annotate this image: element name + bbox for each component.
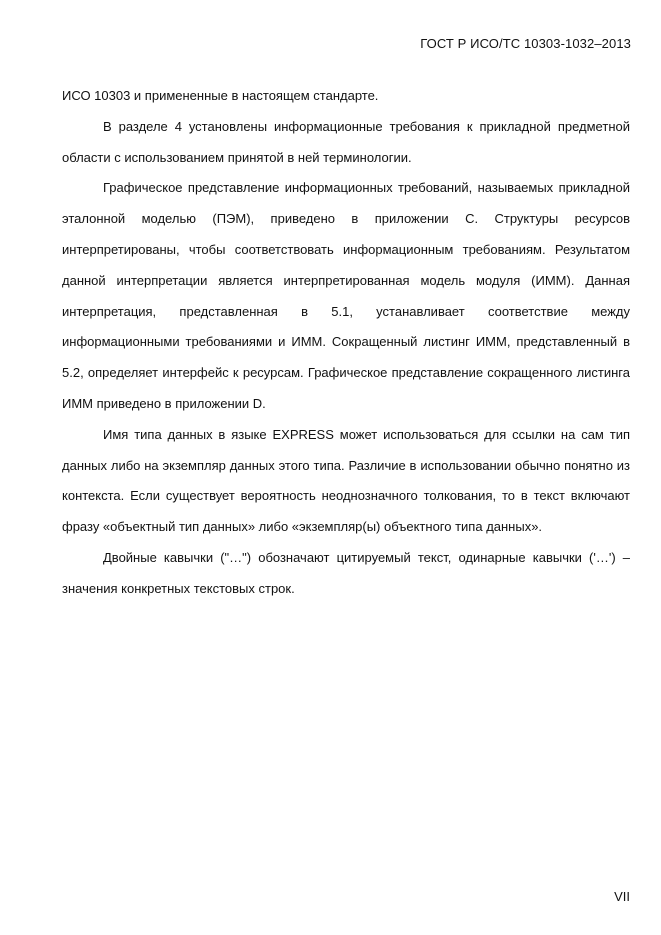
paragraph-section-4: В разделе 4 установлены информационные требования к прикладной предметной области с использованием принятой в ней терминологии. xyxy=(62,118,630,165)
paragraph-continuation: ИСО 10303 и примененные в настоящем стандарте. xyxy=(62,88,379,103)
paragraph-graphical-representation: Графическое представление информационных требований, называемых прикладной эталонной моделью (ПЭМ), приведено в приложении С. Структуры ресурсов интерпретированы, чтобы соответствовать информационным требованиям. Результатом данной интерпретации является интерпретированная модель модуля (ИММ). Данная интерпретация, представленная в 5.1, устанавливает соответствие между информационными требованиями и ИММ. Сокращенный листинг ИММ, представленный в 5.2, определяет интерфейс к ресурсам. Графическое представление сокращенного листинга ИММ приведено в приложении D. xyxy=(62,180,630,411)
page-number: VII xyxy=(614,889,630,904)
document-code-header: ГОСТ Р ИСО/ТС 10303-1032–2013 xyxy=(420,36,631,51)
paragraph-quotes-convention: Двойные кавычки ("…") обозначают цитируемый текст, одинарные кавычки ('…') – значения конкретных текстовых строк. xyxy=(62,549,630,596)
page-body xyxy=(62,81,630,605)
paragraph-express-type-name: Имя типа данных в языке EXPRESS может использоваться для ссылки на сам тип данных либо на экземпляр данных этого типа. Различие в использовании обычно понятно из контекста. Если существует вероятность неоднозначного толкования, то в текст включают фразу «объектный тип данных» либо «экземпляр(ы) объектного типа данных». xyxy=(62,426,630,535)
